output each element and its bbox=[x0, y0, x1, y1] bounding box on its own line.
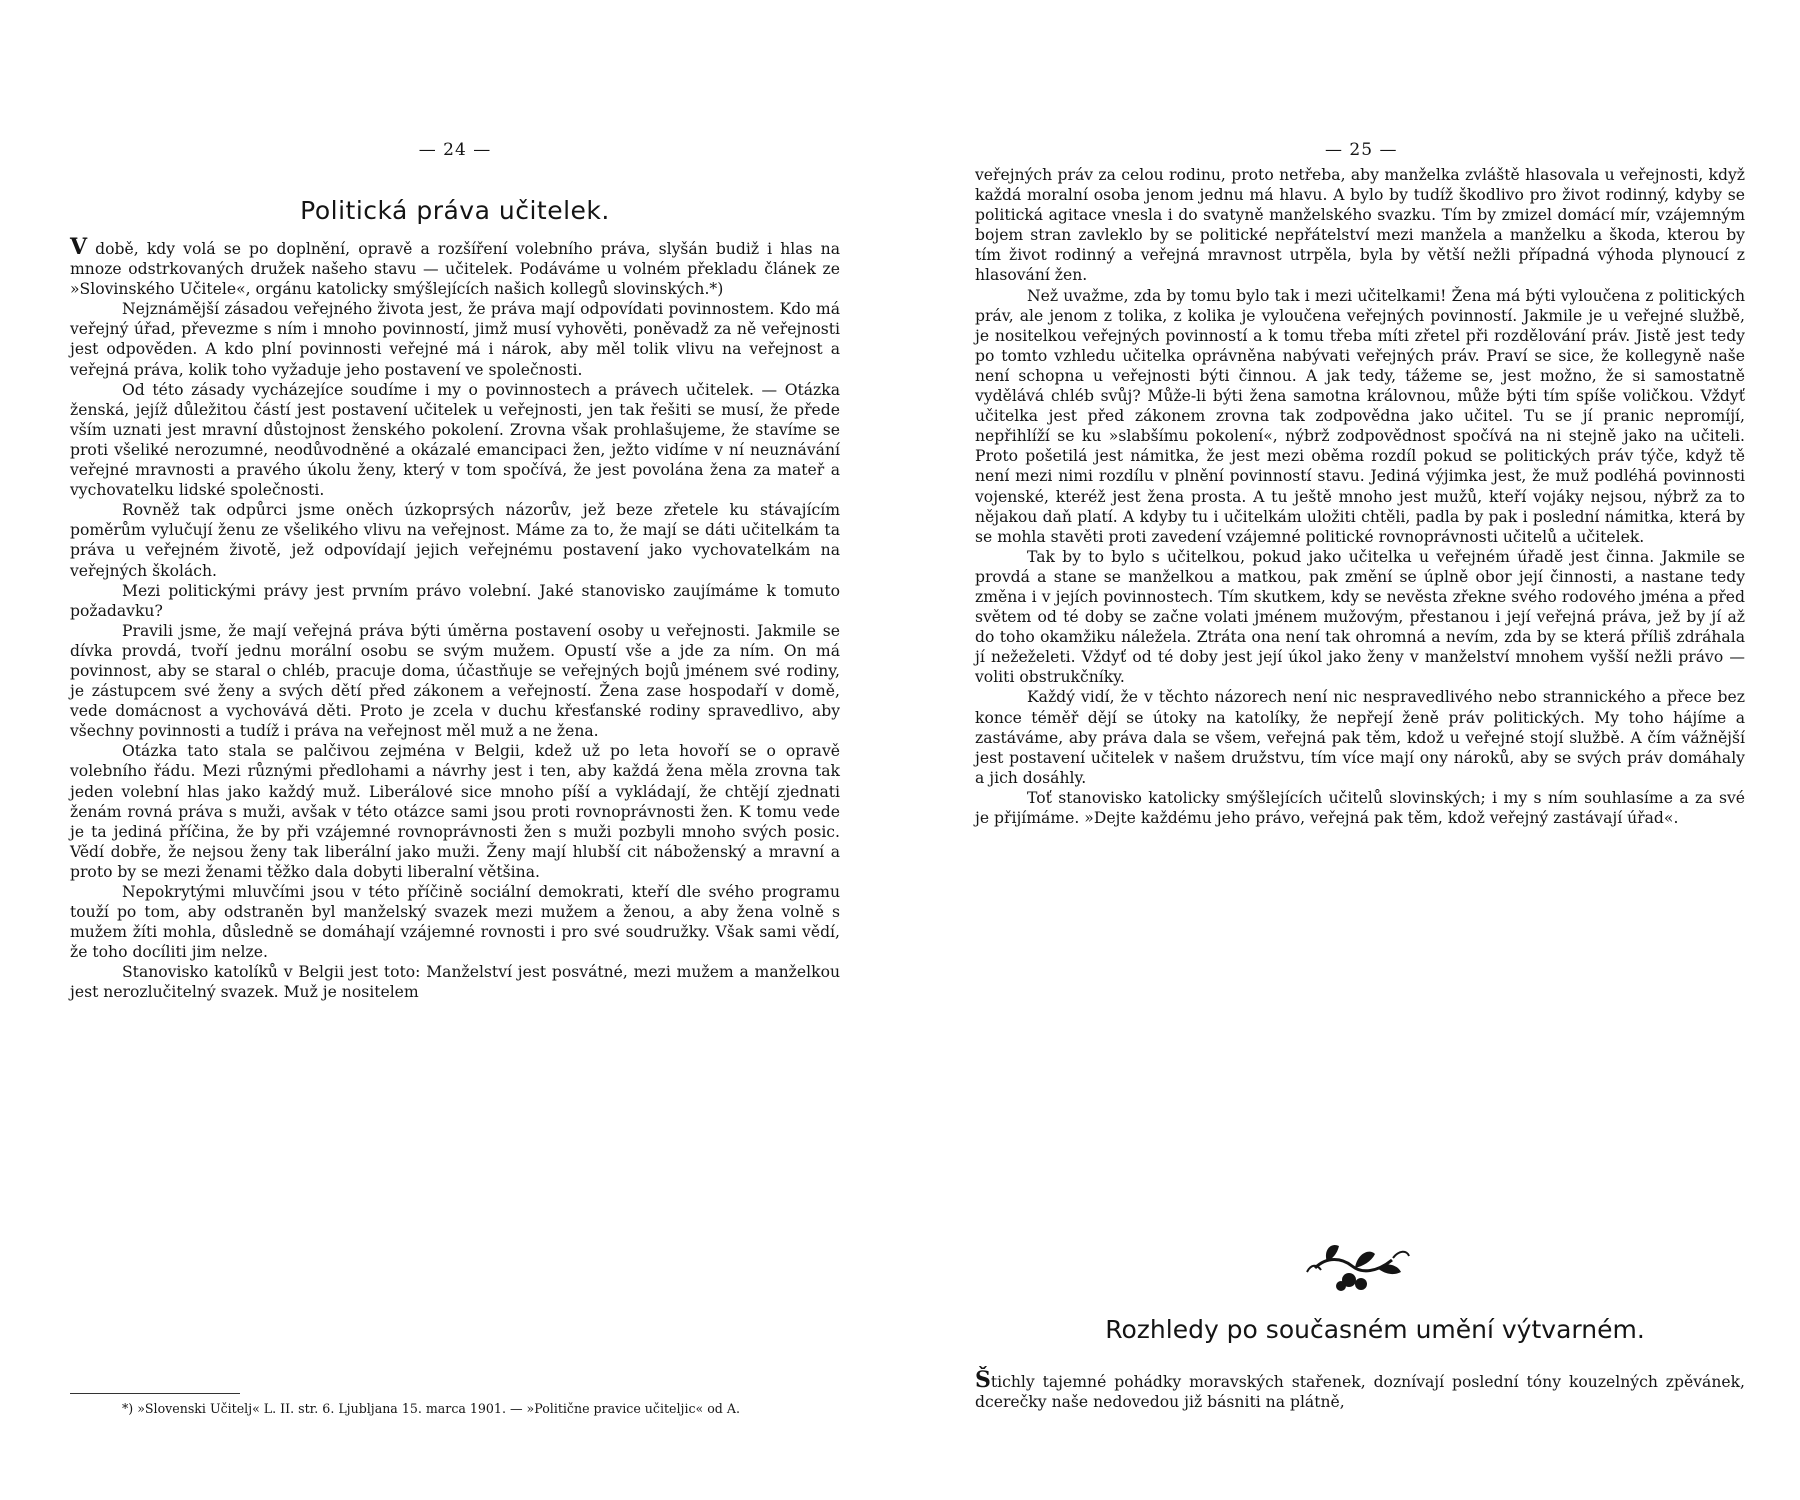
footnote-text: *) »Slovenski Učitelj« L. II. str. 6. Ljubljana 15. marca 1901. — »Politične pravice učiteljic« od A. bbox=[122, 1401, 740, 1416]
paragraph: Tak by to bylo s učitelkou, pokud jako učitelka u veřejném úřadě jest činna. Jakmile se provdá a stane se manželkou a matkou, pak změní se úplně obor její činnosti, a nastane tedy změna i v jejích povinnostech. Tím skutkem, kdy se nevěsta zřekne svého rodového jména a před světem od té doby se začne volati jménem mužovým, přestanou i její veřejná práva, jež by jí až do toho okamžiku náležela. Ztráta ona není tak ohromná a nevím, zda by se která příliš zdráhala jí nežeželeti. Vždyť od té doby jest její úkol jako ženy v manželství mnohem vyšší nežli právo — voliti obstrukčníky. bbox=[975, 547, 1745, 687]
section-body bbox=[975, 1367, 1745, 1412]
footnote bbox=[70, 1400, 840, 1417]
drop-cap: Š bbox=[975, 1367, 991, 1393]
right-page bbox=[975, 0, 1745, 1500]
paragraph: Pravili jsme, že mají veřejná práva býti úměrna postavení osoby u veřejnosti. Jakmile se dívka provdá, tvoří jednu morální osobu se svým mužem. Opustí vše a jde za ním. On má povinnost, aby se staral o chléb, pracuje doma, účastňuje se veřejných bojů jménem své rodiny, je zástupcem své ženy a svých dětí před zákonem a veřejností. Žena zase hospodaří v domě, vede domácnost a vychovává děti. Proto je zcela v duchu křesťanské rodiny spravedlivo, aby všechny povinnosti a tudíž i práva na veřejnost měl muž a ne žena. bbox=[70, 621, 840, 741]
paragraph: veřejných práv za celou rodinu, proto netřeba, aby manželka zvláště hlasovala u veřejnosti, když každá moralní osoba jenom jednu má hlavu. A bylo by tudíž škodlivo pro život rodinný, kdyby se politická agitace vnesla i do svatyně manželského svazku. Tím by zmizel domácí mír, vzájemným bojem stran zavleklo by se politické nepřátelství mezi manžela a manželku a škoda, kterou by tím život rodinný a veřejná mravnost utrpěla, byla by větší nežli případná výhoda plynoucí z hlasování žen. bbox=[975, 166, 1745, 285]
section-title: Rozhledy po současném umění výtvarném. bbox=[1105, 1315, 1645, 1344]
footnote-rule bbox=[70, 1393, 240, 1394]
paragraph: Mezi politickými právy jest prvním právo volební. Jaké stanovisko zaujímáme k tomuto požadavku? bbox=[70, 581, 840, 620]
paragraph: Nejznámější zásadou veřejného života jest, že práva mají odpovídati povinnostem. Kdo má veřejný úřad, převezme s ním i mnoho povinností, jimž musí vyhověti, poněvadž za ně veřejnosti jest odpověden. A kdo plní povinnosti veřejné má i nárok, aby měl tolik vlivu na veřejnost a veřejná práva, kolik toho vyžaduje jeho postavení ve společnosti. bbox=[70, 300, 840, 379]
floral-vignette-icon bbox=[1297, 1228, 1417, 1296]
paragraph: Otázka tato stala se palčivou zejména v Belgii, kdež už po leta hovoří se o opravě volebního řádu. Mezi různými předlohami a návrhy jest i ten, aby každá žena měla zrovna tak jeden volební hlas jako každý muž. Liberálové sice mnoho píší a vykládají, že chtějí zjednati ženám rovná práva s muži, avšak v této otázce sami jsou proti rovnoprávnosti žen. K tomu vede je ta jediná příčina, že by při vzájemné rovnoprávnosti žen s muži pozbyli mnoho svých posic. Vědí dobře, že nejsou ženy tak liberální jako muži. Ženy mají hlubší cit náboženský a mravní a proto by se mezi ženami těžko dala dobyti liberalní většina. bbox=[70, 742, 840, 881]
paragraph: Stanovisko katolíků v Belgii jest toto: Manželství jest posvátné, mezi mužem a manželkou jest nerozlučitelný svazek. Muž je nositelem bbox=[70, 963, 840, 1002]
article-body bbox=[70, 234, 840, 1003]
drop-cap: V bbox=[70, 234, 88, 260]
paragraph: Každý vidí, že v těchto názorech není nic nespravedlivého nebo strannického a přece bez konce téměř dějí se útoky na katolíky, že nepřejí ženě práv politických. My toho hájíme a zastáváme, aby práva dala se všem, veřejná pak těm, kdož u veřejné stojí službě. A čím vážnější jest postavení učitelek v našem družstvu, tím více mají ony nároků, aby se svých práv domáhaly a jich dosáhly. bbox=[975, 688, 1745, 787]
left-page bbox=[70, 0, 840, 1500]
article-title: Politická práva učitelek. bbox=[300, 196, 610, 225]
article-body-continued bbox=[975, 165, 1745, 828]
paragraph: Rovněž tak odpůrci jsme oněch úzkoprsých názorův, jež beze zřetele ku stávajícím poměrům vylučují ženu ze všelikého vlivu na veřejnost. Máme za to, že mají se dáti učitelkám ta práva u veřejném životě, jež odpovídají jejich veřejnému postavení jako vychovatelkám na veřejných školách. bbox=[70, 501, 840, 580]
paragraph: Od této zásady vycházejíce soudíme i my o povinnostech a právech učitelek. — Otázka ženská, jejíž důležitou částí jest postavení učitelek u veřejnosti, jen tak řešiti se musí, že přede vším uznati jest mravní důstojnost ženského pokolení. Zrovna však prohlašujeme, že stavíme se proti všeliké nerozumné, neodůvodněné a okázalé emancipaci žen, ježto vidíme v ní neuznávání veřejné mravnosti a pravého úkolu ženy, který v tom spočívá, že jest povolána žena za mateř a vychovatelku lidské společnosti. bbox=[70, 380, 840, 500]
paragraph: Toť stanovisko katolicky smýšlejících učitelů slovinských; i my s ním souhlasíme a za své je přijímáme. »Dejte každému jeho právo, veřejná pak těm, kdož veřejný zastávají úřad«. bbox=[975, 788, 1745, 827]
page-number: — 24 — bbox=[418, 140, 492, 160]
paragraph: Nepokrytými mluvčími jsou v této příčině sociální demokrati, kteří dle svého programu touží po tom, aby odstraněn byl manželský svazek mezi mužem a ženou, a aby žena volně s mužem žíti mohla, důsledně se domáhají vzájemné rovnosti i pro své soudružky. Však sami vědí, že toho docíliti jim nelze. bbox=[70, 883, 840, 962]
paragraph: Štichly tajemné pohádky moravských stařenek, doznívají poslední tóny kouzelných zpěvánek, dcerečky naše nedovedou již básniti na plátně, bbox=[975, 1367, 1745, 1412]
paragraph: V době, kdy volá se po doplnění, opravě a rozšíření volebního práva, slyšán budiž i hlas na mnoze odstrkovaných družek našeho stavu — učitelek. Podáváme u volném překladu článek ze »Slovinského Učitele«, orgánu katolicky smýšlejících našich kollegů slovinských.*) bbox=[70, 234, 840, 299]
paragraph: Než uvažme, zda by tomu bylo tak i mezi učitelkami! Žena má býti vyloučena z politických práv, ale jenom z tolika, z kolika je vyloučena veřejných povinností. Jakmile je u veřejné službě, je nositelkou veřejných povinností a k tomu třeba míti zřetel při rozdělování práv. Jistě jest tedy po tomto vzhledu učitelka oprávněna nabývati veřejných práv. Praví se sice, že kollegyně naše není schopna u veřejnosti býti činnou. A jak tedy, tážeme se, jest možno, že si samostatně vydělává chléb svůj? Může-li býti žena samotna královnou, může býti tím spíše voličkou. Vždyť učitelka jest před zákonem zrovna tak zodpovědna jako učitel. Tu se jí pranic nepromíjí, nepřihlíží se ku »slabšímu pokolení«, nýbrž zodpovědnost spočívá na ni stejně jako na učiteli. Proto pošetilá jest námitka, že jest mezi oběma rozdíl pokud se politických práv týče, když tě není mezi nimi rozdílu v plnění povinností stavu. Jediná výjimka jest, že muž podléhá povinnosti vojenské, kteréž jest žena prosta. A tu ještě mnoho jest mužů, kteří vojáky nejsou, nýbrž za to nějakou daň platí. A kdyby tu i učitelkám uložiti chtěli, padla by pak i poslední námitka, která by se mohla stavěti proti zavedení vzájemné politické rovnoprávnosti učitelů a učitelek. bbox=[975, 286, 1745, 546]
page-number: — 25 — bbox=[1325, 140, 1398, 160]
